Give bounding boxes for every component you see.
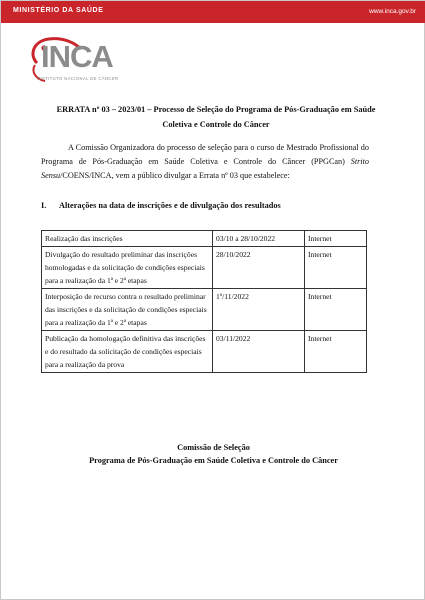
logo-subtitle: INSTITUTO NACIONAL DE CÂNCER: [37, 76, 119, 81]
signature-block: [41, 441, 386, 467]
section-title: Alterações na data de inscrições e de divulgação dos resultados: [59, 201, 281, 210]
intro-text: A Comissão Organizadora do processo de seleção para o curso de Mestrado Profissional do Programa de Pós-Graduação em Saúde Coletiva e Controle do Câncer (PPGCan): [41, 143, 369, 166]
title-line-2: Coletiva e Controle do Câncer: [162, 120, 270, 129]
event-cell: Interposição de recurso contra o resultado preliminar das inscrições e da solicitação de condições especiais para a realização da 1ª e 2ª etapas: [42, 289, 213, 331]
ministry-label: MINISTÉRIO DA SAÚDE: [13, 7, 104, 14]
table-row: [42, 331, 367, 373]
place-cell: Internet: [305, 247, 367, 289]
event-cell: Divulgação do resultado preliminar das inscrições homologadas e da solicitação de condições especiais para a realização da 1ª e 2ª etapas: [42, 247, 213, 289]
intro-paragraph: [41, 141, 369, 183]
table-row: [42, 231, 367, 247]
logo-name: INCA: [41, 39, 113, 74]
table-row: [42, 289, 367, 331]
intro-text-end: /COENS/INCA, vem a público divulgar a Errata nº 03 que estabelece:: [60, 171, 290, 180]
document-title: [41, 102, 391, 132]
footer-line-1: Comissão de Seleção: [177, 443, 250, 452]
date-cell: 03/10 a 28/10/2022: [213, 231, 305, 247]
event-cell: Publicação da homologação definitiva das inscrições e do resultado da solicitação de condições especiais para a realização da prova: [42, 331, 213, 373]
section-number: I.: [41, 201, 47, 210]
place-cell: Internet: [305, 289, 367, 331]
event-cell: Realização das inscrições: [42, 231, 213, 247]
date-cell: 1º/11/2022: [213, 289, 305, 331]
site-url[interactable]: www.inca.gov.br: [369, 8, 416, 15]
table-row: [42, 247, 367, 289]
place-cell: Internet: [305, 331, 367, 373]
section-heading: [41, 201, 281, 210]
place-cell: Internet: [305, 231, 367, 247]
intro-italic: Strito Sensu: [41, 157, 369, 180]
footer-line-2: Programa de Pós-Graduação em Saúde Coletiva e Controle do Câncer: [89, 456, 338, 465]
title-line-1: ERRATA nº 03 – 2023/01 – Processo de Seleção do Programa de Pós-Graduação em Saúde: [56, 105, 376, 114]
schedule-table: [41, 230, 367, 373]
date-cell: 28/10/2022: [213, 247, 305, 289]
header-bar: [1, 1, 425, 23]
date-cell: 03/11/2022: [213, 331, 305, 373]
